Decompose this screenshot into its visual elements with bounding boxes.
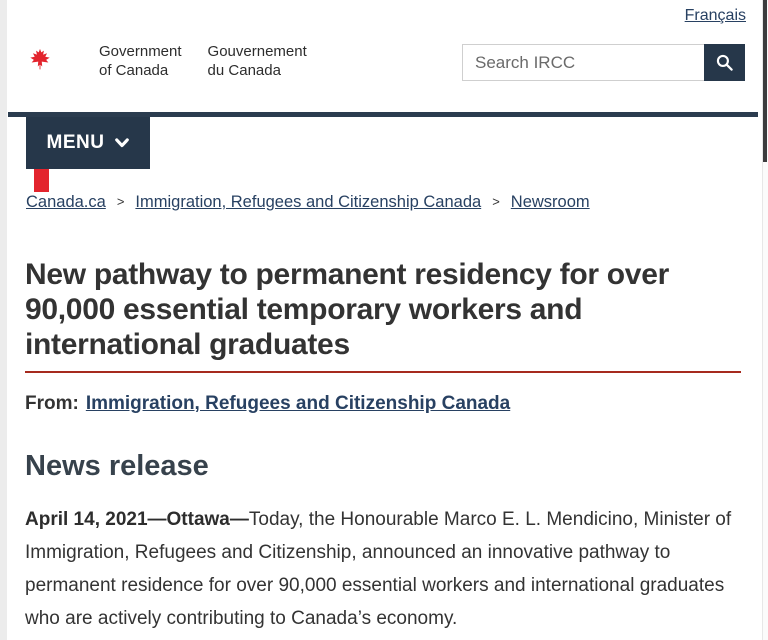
chevron-down-icon <box>115 138 129 148</box>
site-search <box>462 44 745 81</box>
breadcrumb-separator-icon: > <box>492 194 500 209</box>
main-content <box>0 245 768 635</box>
maple-leaf-icon <box>29 47 51 71</box>
search-icon <box>715 53 734 72</box>
breadcrumb-link-ircc[interactable]: Immigration, Refugees and Citizenship Canada <box>135 193 482 211</box>
government-of-canada-logo[interactable] <box>26 42 307 80</box>
from-line <box>25 393 741 415</box>
section-heading: News release <box>25 450 209 482</box>
menu-button[interactable] <box>26 117 150 169</box>
scrollbar-track[interactable] <box>762 0 768 640</box>
search-button[interactable] <box>704 44 745 81</box>
wordmark-fr-line1: Gouvernement <box>207 43 307 60</box>
site-header <box>0 0 768 245</box>
breadcrumb <box>26 193 590 212</box>
wordmark-fr-line2: du Canada <box>207 62 281 79</box>
breadcrumb-link-newsroom[interactable]: Newsroom <box>510 193 590 211</box>
menu-button-label: MENU <box>46 132 105 153</box>
wordmark-en-line1: Government <box>99 43 182 60</box>
page-title: New pathway to permanent residency for over 90,000 essential temporary workers and international graduates <box>25 257 741 373</box>
fip-wordmark <box>99 42 307 80</box>
search-input[interactable] <box>462 44 704 81</box>
wordmark-en-line2: of Canada <box>99 62 169 79</box>
breadcrumb-link-canada[interactable]: Canada.ca <box>26 193 106 211</box>
breadcrumb-separator-icon: > <box>116 194 125 209</box>
scrollbar-thumb[interactable] <box>763 0 767 162</box>
language-toggle-link[interactable]: Français <box>684 7 746 24</box>
news-release-paragraph <box>25 503 737 635</box>
release-body: Today, the Honourable Marco E. L. Mendicino, Minister of Immigration, Refugees and Citizenship, announced an innovative pathway to permanent residence for over 90,000 essential workers and international graduates who are actively contributing to Canada’s economy. <box>25 509 732 629</box>
canada-flag-icon <box>26 44 84 74</box>
from-department-link[interactable]: Immigration, Refugees and Citizenship Canada <box>85 393 511 414</box>
from-label: From: <box>25 393 79 414</box>
release-dateline: April 14, 2021—Ottawa— <box>25 509 249 530</box>
